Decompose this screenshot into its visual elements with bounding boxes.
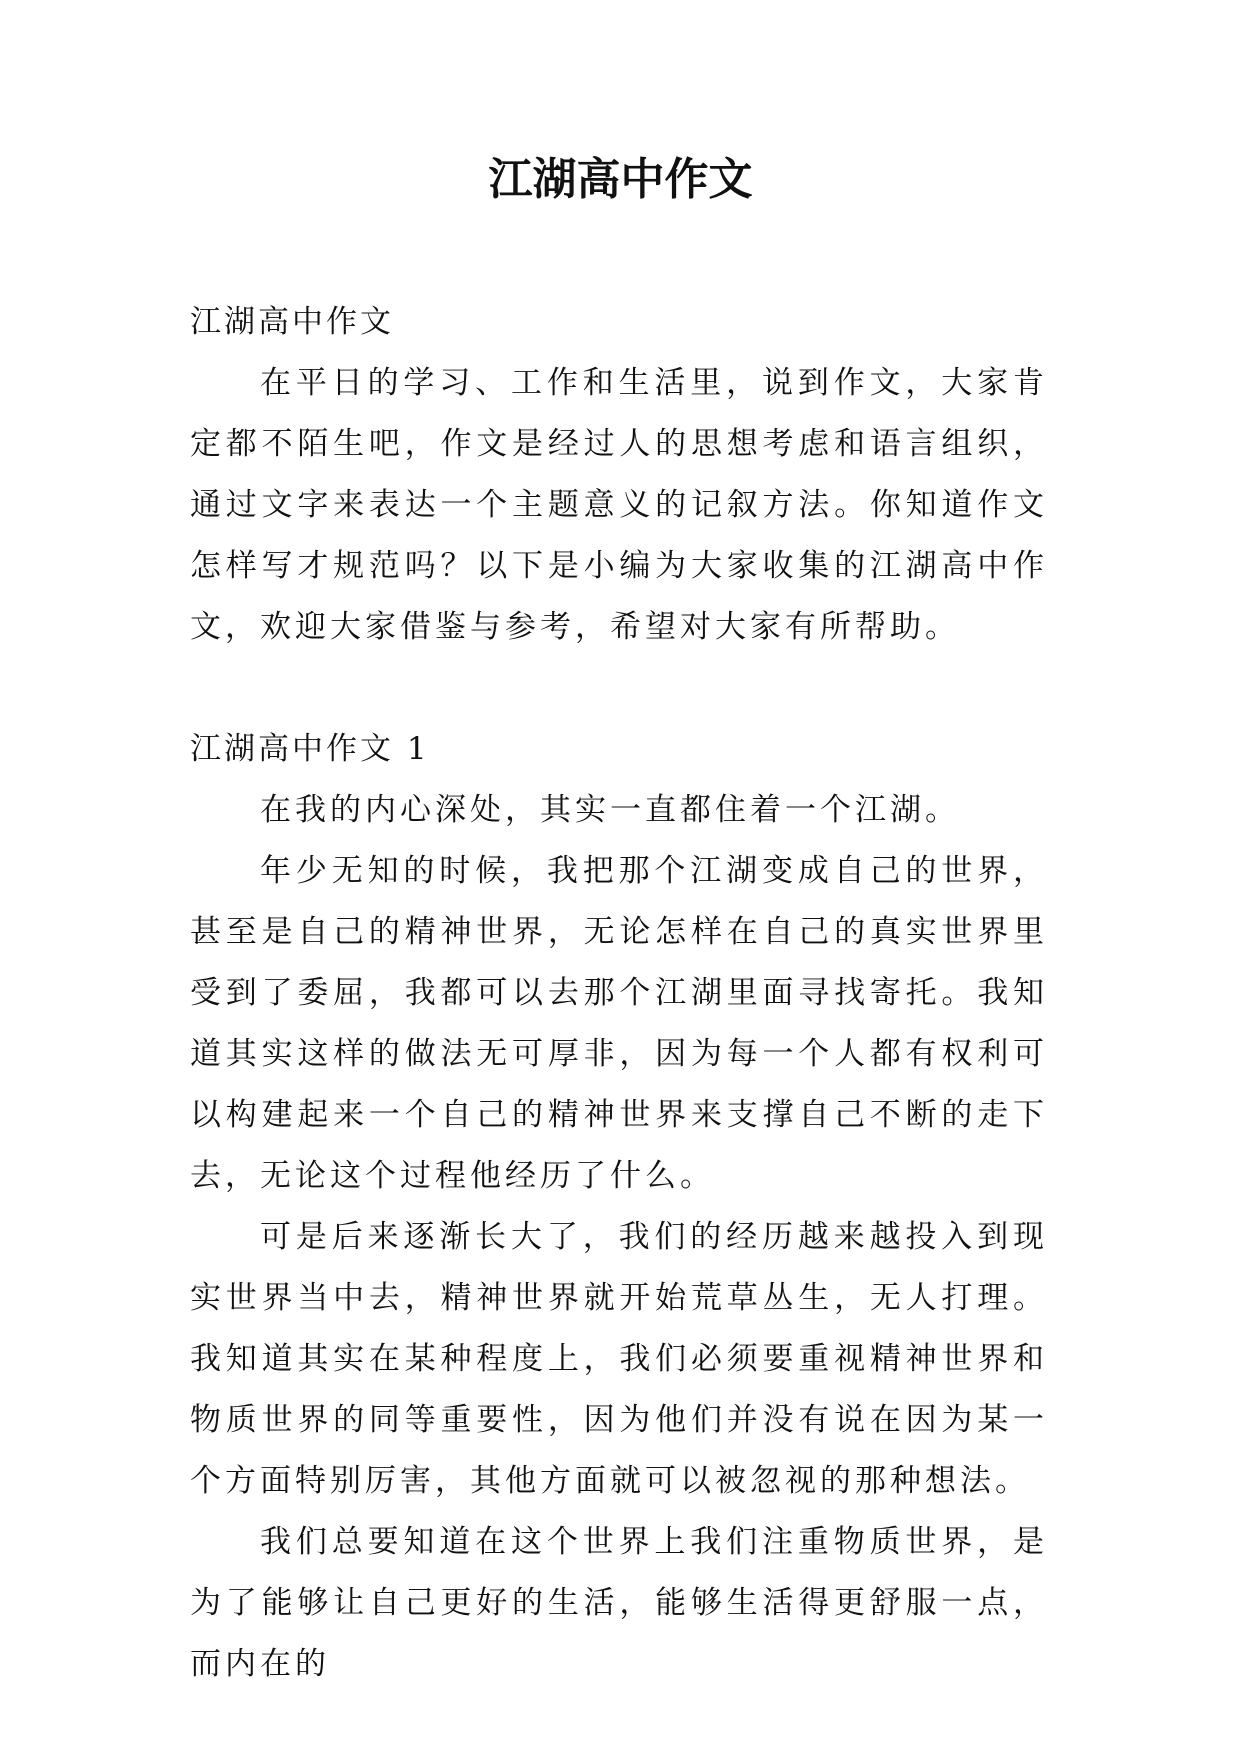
paragraph: 可是后来逐渐长大了，我们的经历越来越投入到现实世界当中去，精神世界就开始荒草丛生，无人打理。我知道其实在某种程度上，我们必须要重视精神世界和物质世界的同等重要性，因为他们并没有说在因为某一个方面特别厉害，其他方面就可以被忽视的那种想法。 [190,1219,1048,1499]
section-spacer [190,658,1048,719]
intro-paragraph: 在平日的学习、工作和生活里，说到作文，大家肯定都不陌生吧，作文是经过人的思想考虑和语言组织，通过文字来表达一个主题意义的记叙方法。你知道作文怎样写才规范吗？以下是小编为大家收集的江湖高中作文，欢迎大家借鉴与参考，希望对大家有所帮助。 [190,365,1048,645]
paragraph: 我们总要知道在这个世界上我们注重物质世界，是为了能够让自己更好的生活，能够生活得更舒服一点，而内在的 [190,1524,1048,1682]
paragraph: 在我的内心深处，其实一直都住着一个江湖。 [260,792,960,828]
intro-heading: 江湖高中作文 [190,304,394,340]
paragraph: 年少无知的时候，我把那个江湖变成自己的世界，甚至是自己的精神世界，无论怎样在自己的真实世界里受到了委屈，我都可以去那个江湖里面寻找寄托。我知道其实这样的做法无可厚非，因为每一个人都有权利可以构建起来一个自己的精神世界来支撑自己不断的走下去，无论这个过程他经历了什么。 [190,853,1048,1194]
document-body [190,292,1048,1695]
document-title: 江湖高中作文 [488,154,753,205]
section-heading: 江湖高中作文 1 [190,731,430,767]
